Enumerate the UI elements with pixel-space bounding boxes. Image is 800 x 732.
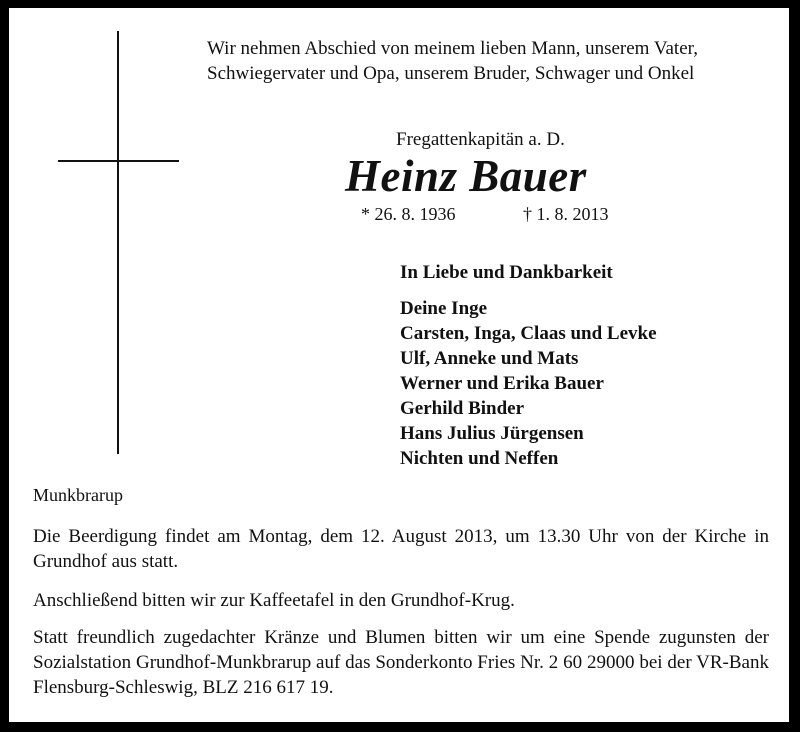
mourner-item: Werner und Erika Bauer bbox=[400, 373, 604, 394]
death-date: † 1. 8. 2013 bbox=[523, 204, 609, 224]
love-line: In Liebe und Dankbarkeit bbox=[400, 262, 613, 283]
intro-line: Wir nehmen Abschied von meinem lieben Mann, unserem Vater, bbox=[207, 38, 698, 59]
intro-line: Schwiegervater und Opa, unserem Bruder, Schwager und Onkel bbox=[207, 63, 695, 84]
mourner-item: Carsten, Inga, Claas und Levke bbox=[400, 323, 657, 344]
obituary-notice bbox=[9, 8, 789, 722]
cross-icon-vertical bbox=[117, 31, 119, 454]
mourner-item: Gerhild Binder bbox=[400, 398, 525, 419]
mourners-list bbox=[400, 296, 657, 471]
birth-date: * 26. 8. 1936 bbox=[361, 204, 456, 224]
cross-icon-horizontal bbox=[58, 160, 179, 162]
donation-paragraph: Statt freundlich zugedachter Kränze und Blumen bitten wir um eine Spende zugunsten der Sozialstation Grundhof-Munkbrarup auf das Sonderkonto Fries Nr. 2 60 29000 bei der VR-Bank Flensburg-Schleswig, BLZ 216 617 19. bbox=[33, 627, 769, 698]
mourner-item: Hans Julius Jürgensen bbox=[400, 423, 584, 444]
mourner-item: Deine Inge bbox=[400, 298, 488, 319]
mourner-item: Nichten und Neffen bbox=[400, 448, 559, 469]
deceased-name: Heinz Bauer bbox=[345, 151, 587, 201]
reception-paragraph: Anschließend bitten wir zur Kaffeetafel in den Grundhof-Krug. bbox=[33, 590, 515, 611]
place-name: Munkbrarup bbox=[33, 485, 123, 505]
mourner-item: Ulf, Anneke und Mats bbox=[400, 348, 579, 369]
funeral-paragraph: Die Beerdigung findet am Montag, dem 12. August 2013, um 13.30 Uhr von der Kirche in Grundhof aus statt. bbox=[33, 526, 769, 572]
rank-title: Fregattenkapitän a. D. bbox=[396, 129, 565, 150]
intro-text bbox=[207, 36, 698, 86]
